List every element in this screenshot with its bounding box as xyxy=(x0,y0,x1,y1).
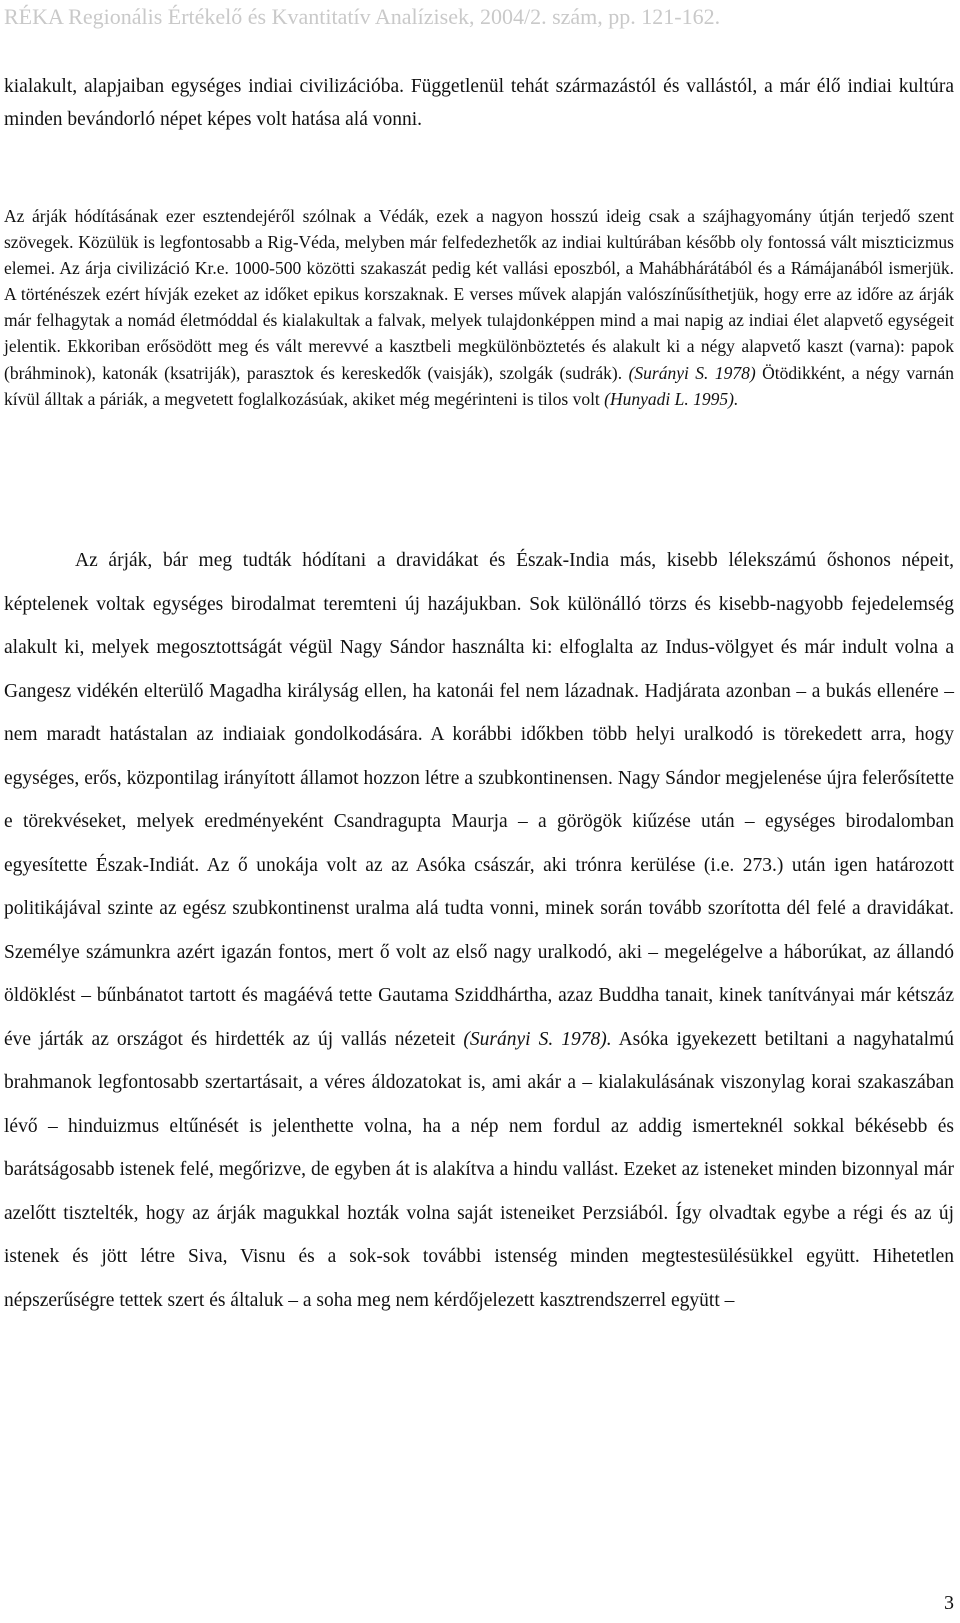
paragraph-2-text-b: Ötödikként, a négy varnán kívül álltak a páriák, a megvetett foglalkozásúak, akiket még megérinteni is tilos volt xyxy=(4,362,954,409)
page-number: 3 xyxy=(944,1592,954,1614)
paragraph-2 xyxy=(4,203,954,412)
paragraph-3-text-b: Asóka igyekezett betiltani a nagyhatalmú brahmanok legfontosabb szertartásait, a véres áldozatokat is, ami akár a – kialakulásának viszonylag korai szakaszában lévő – hinduizmus eltűnését is jelenthette volna, ha a nép nem fordul az addig ismerteknél sokkal békésebb és barátságosabb istenek felé, megőrizve, de egyben át is alakítva a hindu vallást. Ezeket az isteneket minden bizonnyal már azelőtt tisztelték, hogy az árják magukkal hozták volna saját isteneiket Perzsiából. Így olvadtak egybe a régi és az új istenek és jött létre Siva, Visnu és a sok-sok további istenség minden megtestesülésükkel együtt. Hihetetlen népszerűségre tettek szert és általuk – a soha meg nem kérdőjelezett kasztrendszerrel együtt – xyxy=(4,1028,954,1311)
paragraph-2-text-a: Az árják hódításának ezer esztendejéről szólnak a Védák, ezek a nagyon hosszú ideig csak a szájhagyomány útján terjedő szent szövegek. Közülük is legfontosabb a Rig-Véda, melyben már felfedezhetők az indiai kultúrában később oly fontossá vált miszticizmus elemei. Az árja civilizáció Kr.e. 1000-500 közötti szakaszát pedig két vallási eposzból, a Mahábhárátából és a Rámájanából ismerjük. A történészek ezért hívják ezeket az időket epikus korszaknak. E verses művek alapján valószínűsíthetjük, hogy erre az időre az árják már felhagytak a nomád életmóddal és kialakultak a falvak, melyek tulajdonképpen mind a mai napig az indiai élet alapvető egységeit jelentik. Ekkoriban erősödött meg és vált merevvé a kasztbeli megkülönböztetés és alakult ki a négy alapvető kaszt (varna): papok (bráhminok), katonák (ksatriják), parasztok és kereskedők (vaisják), szolgák (sudrák). xyxy=(4,206,954,383)
paragraph-1: kialakult, alapjaiban egységes indiai civilizációba. Függetlenül tehát származástól és vallástól, a már élő indiai kultúra minden bevándorló népet képes volt hatása alá vonni. xyxy=(4,76,954,130)
citation-hunyadi-1995: (Hunyadi L. 1995). xyxy=(604,388,739,409)
citation-suranyi-1978-b: (Surányi S. 1978). xyxy=(463,1028,612,1050)
citation-suranyi-1978: (Surányi S. 1978) xyxy=(628,362,756,383)
paragraph-3-text-a: Az árják, bár meg tudták hódítani a dravidákat és Észak-India más, kisebb lélekszámú őshonos népeit, képtelenek voltak egységes birodalmat teremteni új hazájukban. Sok különálló törzs és kisebb-nagyobb fejedelemség alakult ki, melyek megosztottságát végül Nagy Sándor használta ki: elfoglalta az Indus-völgyet és már indult volna a Gangesz vidékén elterülő Magadha királyság ellen, ha katonái fel nem lázadnak. Hadjárata azonban – a bukás ellenére – nem maradt hatástalan az indiaiak gondolkodására. A korábbi időkben több helyi uralkodó is törekedett arra, hogy egységes, erős, központilag irányított államot hozzon létre a szubkontinensen. Nagy Sándor megjelenése újra felerősítette e törekvéseket, melyek eredményeként Csandragupta Maurja – a görögök kiűzése után – egységes birodalomban egyesítette Észak-Indiát. Az ő unokája volt az az Asóka császár, aki trónra kerülése (i.e. 273.) után igen határozott politikájával szinte az egész szubkontinenst uralma alá tudta vonni, minek során tovább szorította dél felé a dravidákat. Személye számunkra azért igazán fontos, mert ő volt az első nagy uralkodó, aki – megelégelve a háborúkat, az állandó öldöklést – bűnbánatot tartott és magáévá tette Gautama Sziddhártha, azaz Buddha tanait, kinek tanítványai már kétszáz éve járták az országot és hirdették az új vallás nézeteit xyxy=(4,550,954,1050)
running-header: RÉKA Regionális Értékelő és Kvantitatív Analízisek, 2004/2. szám, pp. 121-162. xyxy=(4,4,721,29)
paragraph-3 xyxy=(4,539,954,1322)
